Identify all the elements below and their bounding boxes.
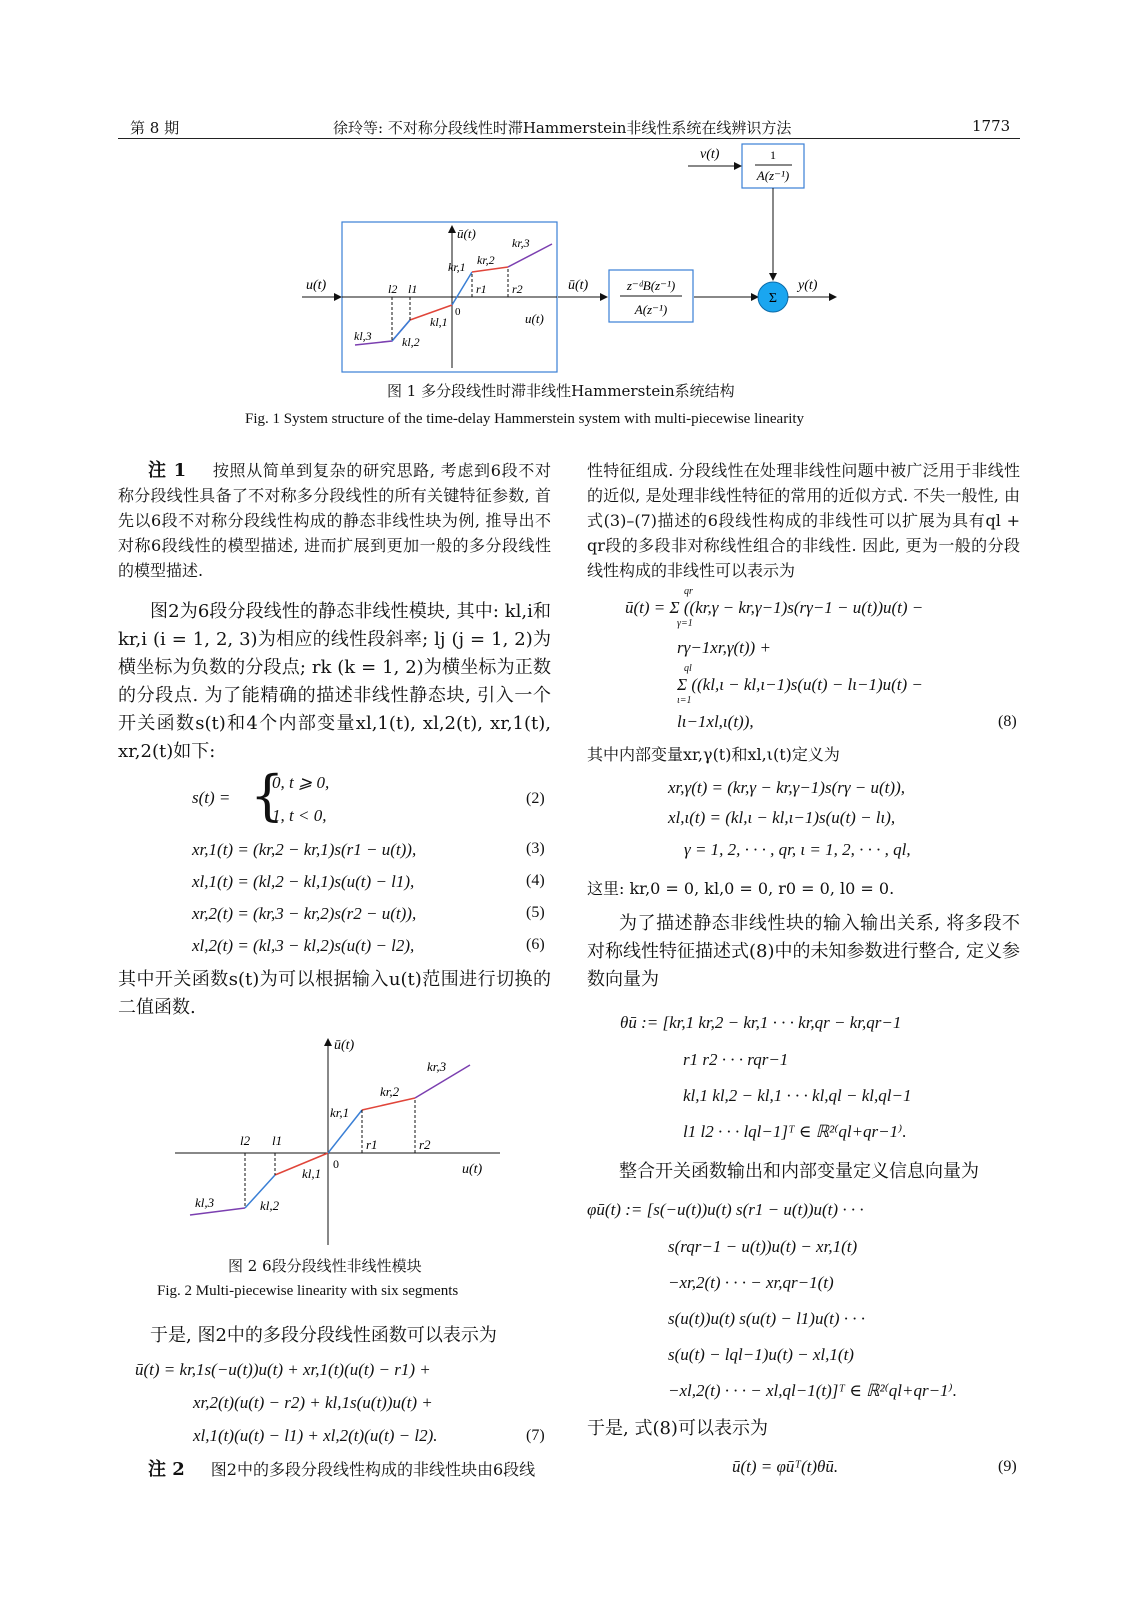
figure-1-caption-en: Fig. 1 System structure of the time-delay Hammerstein system with multi-piecewise linearity: [245, 411, 805, 427]
paragraph-eq7-intro: 于是, 图2中的多段分段线性函数可以表示为: [150, 1325, 497, 1346]
eq7-line1: ū(t) = kr,1s(−u(t))u(t) + xr,1(t)(u(t) − r1) +: [135, 1360, 431, 1379]
fig2-kr2: kr,2: [380, 1084, 400, 1099]
eq7-line3: xl,1(t)(u(t) − l1) + xl,2(t)(u(t) − l2).: [193, 1426, 438, 1445]
inner-kr1: kr,1: [448, 260, 466, 274]
inner-r2: r2: [512, 282, 523, 296]
note-1: [118, 458, 551, 583]
fig2-ubar-label: ū(t): [334, 1038, 355, 1053]
eq8-line4: lι−1xl,ι(t)),: [677, 712, 754, 731]
phi-line3: −xr,2(t) · · · − xr,qr−1(t): [668, 1273, 834, 1292]
def-xl: xl,ι(t) = (kl,ι − kl,ι−1)s(u(t) − lι),: [668, 808, 896, 827]
y-label: y(t): [798, 278, 818, 293]
running-title: 徐玲等: 不对称分段线性时滞Hammerstein非线性系统在线辨识方法: [333, 119, 792, 137]
fig2-r2: r2: [419, 1137, 431, 1152]
note-1-text: 按照从简单到复杂的研究思路, 考虑到6段不对称分段线性具备了不对称多分段线性的所有关键特征参数, 首先以6段不对称分段线性构成的静态非线性块为例, 推导出不对称6段线性的模型描述, 进而扩展到更加一般的多分段线性的模型描述.: [118, 461, 551, 580]
note-2: [148, 1457, 551, 1482]
eq5-number: (5): [526, 904, 545, 921]
eq8-number: (8): [998, 713, 1017, 730]
phi-line2: s(rqr−1 − u(t))u(t) − xr,1(t): [668, 1237, 858, 1256]
noise-num: 1: [770, 148, 776, 162]
eq4-number: (4): [526, 872, 545, 889]
paragraph-initial-values: 这里: kr,0 = 0, kl,0 = 0, r0 = 0, l0 = 0.: [587, 879, 895, 898]
page-number: 1773: [972, 117, 1011, 135]
def-indices: γ = 1, 2, · · · , qr, ι = 1, 2, · · · , ql,: [684, 840, 911, 859]
eq3-number: (3): [526, 840, 545, 857]
eq8-sum2-top: ql: [684, 663, 692, 674]
ubar-label: ū(t): [568, 278, 589, 293]
inner-kl2: kl,2: [402, 335, 420, 349]
paragraph-eq9-intro: 于是, 式(8)可以表示为: [587, 1418, 768, 1439]
paragraph-internal-vars: 其中内部变量xr,γ(t)和xl,ι(t)定义为: [587, 745, 840, 764]
phi-line4: s(u(t))u(t) s(u(t) − l1)u(t) · · ·: [668, 1309, 866, 1328]
figure-2-plot: [170, 1035, 510, 1250]
fig2-u-label: u(t): [462, 1162, 483, 1177]
figure-1-caption-cn: 图 1 多分段线性时滞非线性Hammerstein系统结构: [387, 382, 735, 400]
paragraph-param-vector: 为了描述静态非线性块的输入输出关系, 将多段不对称线性特征描述式(8)中的未知参数进行整合, 定义参数向量为: [587, 913, 1020, 990]
eq7-number: (7): [526, 1427, 545, 1444]
def-xr: xr,γ(t) = (kr,γ − kr,γ−1)s(rγ − u(t)),: [668, 778, 905, 797]
u-label: u(t): [306, 278, 327, 293]
theta-line2: r1 r2 · · · rqr−1: [683, 1050, 789, 1069]
fig2-r1: r1: [366, 1137, 378, 1152]
inner-kr2: kr,2: [477, 253, 495, 267]
inner-kl3: kl,3: [354, 329, 372, 343]
fig2-kl3: kl,3: [195, 1195, 215, 1210]
paragraph-fig2-description: 图2为6段分段线性的静态非线性模块, 其中: kl,i和kr,i (i = 1, 2, 3)为相应的线性段斜率; lj (j = 1, 2)为横坐标为负数的分段点; rk (k = 1, 2)为横坐标为正数的分段点. 为了能精确的描述非线性静态块, 引入一个开关函数s(t)和4个内部变量xl,1(t), xl,2(t), xr,1(t), xr,2(t)如下:: [118, 601, 551, 762]
inner-kr3: kr,3: [512, 236, 530, 250]
noise-den: A(z⁻¹): [756, 168, 790, 183]
eq5: xr,2(t) = (kr,3 − kr,2)s(r2 − u(t)),: [192, 904, 417, 923]
eq8-sum1-top: qr: [684, 586, 693, 597]
figure-2-caption-cn: 图 2 6段分段线性非线性模块: [228, 1257, 422, 1275]
paragraph-note2-cont: 性特征组成. 分段线性在处理非线性问题中被广泛用于非线性的近似, 是处理非线性特征的常用的近似方式. 不失一般性, 由式(3)–(7)描述的6段线性构成的非线性可以扩展为具有ql + qr段的多段非对称线性组合的非线性. 因此, 更为一般的分段线性构成的非线性可以表示为: [587, 461, 1020, 580]
inner-kl1: kl,1: [430, 315, 448, 329]
eq2-brace: {: [250, 764, 285, 827]
theta-line4: l1 l2 · · · lql−1]ᵀ ∈ ℝ²⁽ql+qr−1⁾.: [683, 1122, 907, 1141]
eq2-number: (2): [526, 790, 545, 807]
inner-r1: r1: [476, 282, 487, 296]
note-2-text: 图2中的多段分段线性构成的非线性块由6段线: [210, 1460, 536, 1479]
fig2-kl1: kl,1: [302, 1166, 322, 1181]
fig2-origin: 0: [333, 1157, 339, 1171]
phi-line6: −xl,2(t) · · · − xl,ql−1(t)]ᵀ ∈ ℝ²⁽ql+qr−1⁾.: [668, 1381, 957, 1400]
eq2-case2: 1, t < 0,: [272, 806, 327, 825]
fig2-l1: l1: [272, 1133, 283, 1148]
paragraph-info-vector: 整合开关函数输出和内部变量定义信息向量为: [619, 1161, 979, 1182]
phi-line5: s(u(t) − lql−1)u(t) − xl,1(t): [668, 1345, 854, 1364]
plant-den: A(z⁻¹): [634, 302, 668, 317]
paragraph-switch-function: 其中开关函数s(t)为可以根据输入u(t)范围进行切换的二值函数.: [118, 969, 551, 1018]
figure-2-caption-en: Fig. 2 Multi-piecewise linearity with six segments: [157, 1283, 459, 1299]
eq8-line2: rγ−1xr,γ(t)) +: [677, 638, 771, 657]
eq4: xl,1(t) = (kl,2 − kl,1)s(u(t) − l1),: [192, 872, 415, 891]
fig2-kl2: kl,2: [260, 1198, 280, 1213]
fig2-l2: l2: [240, 1133, 251, 1148]
inner-ubar-label: ū(t): [457, 226, 476, 241]
note-2-title: 注 2: [148, 1459, 185, 1480]
inner-l2: l2: [388, 282, 398, 296]
sum-symbol: Σ: [768, 291, 778, 306]
eq6: xl,2(t) = (kl,3 − kl,2)s(u(t) − l2),: [192, 936, 415, 955]
note-1-title: 注 1: [148, 460, 187, 481]
eq9: ū(t) = φūᵀ(t)θū.: [732, 1457, 839, 1476]
v-label: v(t): [700, 147, 720, 162]
eq8-sum1-bottom: γ=1: [677, 618, 693, 629]
eq3: xr,1(t) = (kr,2 − kr,1)s(r1 − u(t)),: [192, 840, 417, 859]
inner-l1: l1: [408, 282, 418, 296]
fig2-kr3: kr,3: [427, 1059, 447, 1074]
eq7-line2: xr,2(t)(u(t) − r2) + kl,1s(u(t))u(t) +: [193, 1393, 433, 1412]
issue-number: 第 8 期: [130, 119, 180, 137]
eq8-line3: Σ ((kl,ι − kl,ι−1)s(u(t) − lι−1)u(t) −: [677, 675, 923, 694]
eq2-lhs: s(t) =: [192, 788, 231, 807]
eq9-number: (9): [998, 1458, 1017, 1475]
plant-num: z⁻ᵈB(z⁻¹): [626, 278, 676, 293]
header-rule: [118, 138, 1020, 139]
inner-origin: 0: [455, 306, 461, 318]
eq8-line1: ū(t) = Σ ((kr,γ − kr,γ−1)s(rγ−1 − u(t))u(t) −: [625, 598, 924, 617]
inner-u-label: u(t): [525, 311, 544, 326]
eq8-sum2-bottom: ι=1: [677, 695, 692, 706]
theta-line3: kl,1 kl,2 − kl,1 · · · kl,ql − kl,ql−1: [683, 1086, 912, 1105]
fig2-kr1: kr,1: [330, 1105, 350, 1120]
eq6-number: (6): [526, 936, 545, 953]
figure-1-diagram: [280, 140, 860, 375]
eq2-case1: 0, t ⩾ 0,: [272, 773, 330, 792]
theta-line1: θū := [kr,1 kr,2 − kr,1 · · · kr,qr − kr,qr−1: [620, 1013, 902, 1032]
phi-line1: φū(t) := [s(−u(t))u(t) s(r1 − u(t))u(t) · · ·: [587, 1200, 864, 1219]
